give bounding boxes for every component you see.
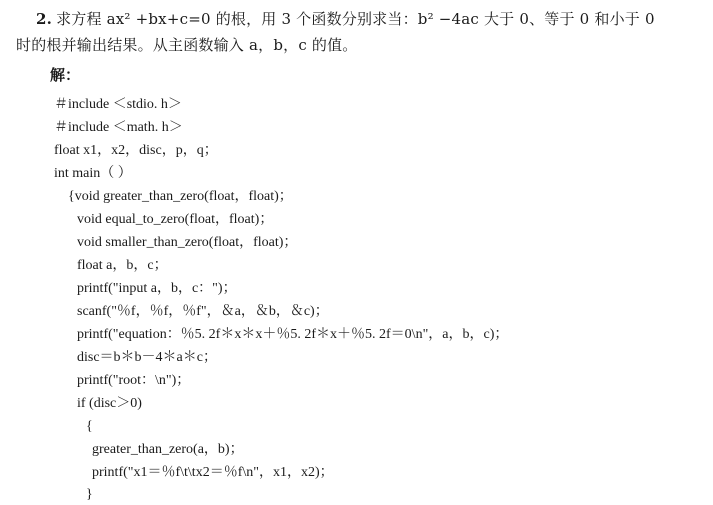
problem-text-line-2: 时的根并输出结果。从主函数输入 a，b，c 的值。 bbox=[16, 36, 358, 54]
code-line: } bbox=[86, 487, 93, 502]
code-line: { bbox=[86, 419, 93, 434]
solution-label: 解： bbox=[50, 66, 81, 84]
code-line: scanf("％f，％f，％f"，＆a，＆b，＆c)； bbox=[77, 304, 329, 319]
code-line: printf("input a，b，c：")； bbox=[77, 281, 237, 296]
code-line: float a，b，c； bbox=[77, 258, 168, 273]
code-line: ＃include ＜stdio. h＞ bbox=[54, 97, 182, 112]
code-line: ＃include ＜math. h＞ bbox=[54, 120, 183, 135]
code-line: float x1，x2，disc，p，q； bbox=[54, 143, 218, 158]
code-line: void smaller_than_zero(float，float)； bbox=[77, 235, 298, 250]
code-line: if (disc＞0) bbox=[77, 396, 142, 411]
code-line: disc＝b＊b－4＊a＊c； bbox=[77, 350, 217, 365]
code-line: printf("equation：％5. 2f＊x＊x＋％5. 2f＊x＋％5. 2f＝0\n"，a，b，c)； bbox=[77, 327, 509, 342]
code-line: greater_than_zero(a，b)； bbox=[92, 442, 244, 457]
code-line: {void greater_than_zero(float，float)； bbox=[68, 189, 293, 204]
code-line: int main（ ） bbox=[54, 166, 132, 181]
code-line: printf("x1＝％f\t\tx2＝％f\n"，x1，x2)； bbox=[92, 465, 334, 480]
code-line: printf("root：\n")； bbox=[77, 373, 191, 388]
problem-number: 2. bbox=[36, 10, 53, 28]
code-line: void equal_to_zero(float，float)； bbox=[77, 212, 274, 227]
problem-text-line-1: 求方程 ax² +bx+c=0 的根，用 3 个函数分别求当：b² −4ac 大于 0、等于 0 和小于 0 bbox=[56, 10, 655, 28]
